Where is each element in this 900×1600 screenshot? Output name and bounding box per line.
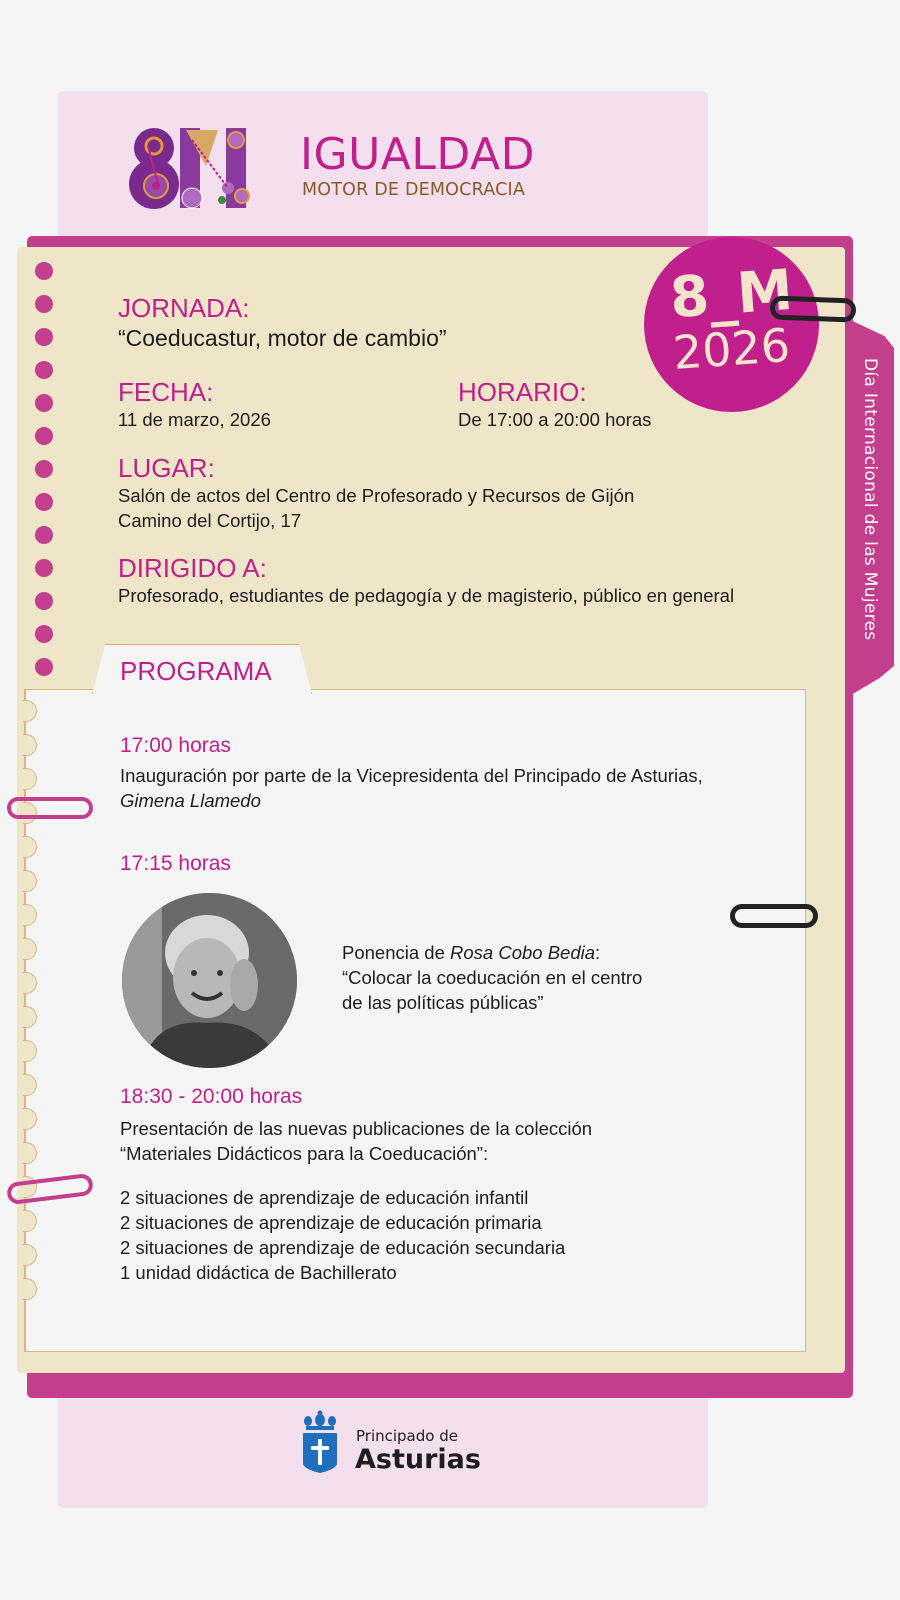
- side-tab-label: Día Internacional de las Mujeres: [860, 358, 880, 641]
- schedule-speaker-name: Gimena Llamedo: [120, 790, 261, 811]
- notch: [23, 836, 37, 858]
- binder-hole: [35, 361, 53, 379]
- notch: [23, 870, 37, 892]
- schedule-item-3: [120, 1084, 592, 1285]
- paperclip-icon: [730, 904, 818, 928]
- schedule-time: 17:00 horas: [120, 734, 231, 757]
- principado-asturias-logo: [300, 1409, 480, 1479]
- badge-top-text: 8_M: [667, 257, 795, 332]
- dirigido-block: [118, 553, 734, 608]
- dirigido-label: DIRIGIDO A:: [118, 553, 267, 583]
- footer-org-small: Principado de: [356, 1427, 458, 1445]
- binder-hole: [35, 328, 53, 346]
- speaker-name: Rosa Cobo Bedia: [450, 942, 596, 963]
- notch: [23, 1210, 37, 1232]
- jornada-value: “Coeducastur, motor de cambio”: [118, 325, 447, 351]
- schedule-time: 17:15 horas: [120, 852, 231, 875]
- schedule-desc-line: Inauguración por parte de la Vicepresidenta del Principado de Asturias,: [120, 765, 703, 786]
- fecha-block: [118, 377, 271, 432]
- horario-block: [458, 377, 651, 432]
- footer-org-big: Asturias: [355, 1444, 481, 1475]
- binder-hole: [35, 262, 53, 280]
- notch: [23, 768, 37, 790]
- talk-title-line-2: de las políticas públicas”: [342, 992, 544, 1013]
- notch: [23, 734, 37, 756]
- programa-title: PROGRAMA: [120, 656, 272, 686]
- list-item: 2 situaciones de aprendizaje de educación infantil: [120, 1187, 529, 1208]
- binder-hole: [35, 493, 53, 511]
- asturias-shield-icon: [300, 1409, 340, 1475]
- badge-year: 2026: [671, 317, 792, 381]
- notch: [23, 1244, 37, 1266]
- binder-hole: [35, 625, 53, 643]
- notch: [23, 1142, 37, 1164]
- brand-subtitle: MOTOR DE DEMOCRACIA: [302, 180, 526, 200]
- notch: [23, 938, 37, 960]
- 8m-2026-badge: [644, 237, 819, 412]
- notch: [23, 1278, 37, 1300]
- binder-hole: [35, 658, 53, 676]
- notch: [23, 972, 37, 994]
- lugar-line-2: Camino del Cortijo, 17: [118, 510, 302, 531]
- notch: [23, 1006, 37, 1028]
- 8m-gears-logo-icon: [128, 126, 258, 210]
- binder-holes: [35, 262, 55, 691]
- schedule-desc-line: Presentación de las nuevas publicaciones de la colección: [120, 1118, 593, 1139]
- talk-line-1: Ponencia de Rosa Cobo Bedia:: [342, 942, 601, 963]
- jornada-label: JORNADA:: [118, 293, 250, 323]
- page-notches: [23, 700, 37, 1312]
- list-item: 1 unidad didáctica de Bachillerato: [120, 1262, 397, 1283]
- binder-hole: [35, 460, 53, 478]
- list-item: 2 situaciones de aprendizaje de educación primaria: [120, 1212, 542, 1233]
- lugar-block: [118, 453, 634, 533]
- notch: [23, 904, 37, 926]
- portrait-photo-icon: [122, 893, 297, 1068]
- notch: [23, 1074, 37, 1096]
- schedule-item-1: [120, 733, 703, 813]
- list-item: 2 situaciones de aprendizaje de educación secundaria: [120, 1237, 566, 1258]
- jornada-block: [118, 293, 447, 353]
- header-logo-block: [128, 126, 608, 210]
- paperclip-icon: [770, 296, 857, 323]
- fecha-label: FECHA:: [118, 377, 214, 407]
- binder-hole: [35, 592, 53, 610]
- speaker-portrait: [122, 893, 297, 1068]
- notch: [23, 700, 37, 722]
- notch: [23, 1108, 37, 1130]
- lugar-label: LUGAR:: [118, 453, 215, 483]
- publications-list: [120, 1185, 592, 1285]
- pink-paperclip-icon: [7, 797, 93, 819]
- binder-hole: [35, 427, 53, 445]
- dirigido-value: Profesorado, estudiantes de pedagogía y de magisterio, público en general: [118, 585, 735, 606]
- binder-hole: [35, 526, 53, 544]
- horario-value: De 17:00 a 20:00 horas: [458, 409, 652, 430]
- fecha-value: 11 de marzo, 2026: [118, 409, 271, 430]
- schedule-desc-line: “Materiales Didácticos para la Coeducación”:: [120, 1143, 489, 1164]
- speaker-talk-block: [342, 940, 642, 1015]
- schedule-time: 18:30 - 20:00 horas: [120, 1085, 303, 1108]
- lugar-line-1: Salón de actos del Centro de Profesorado y Recursos de Gijón: [118, 485, 635, 506]
- notch: [23, 1040, 37, 1062]
- binder-hole: [35, 394, 53, 412]
- schedule-item-2: [120, 851, 231, 877]
- talk-title-line-1: “Colocar la coeducación en el centro: [342, 967, 643, 988]
- brand-title: IGUALDAD: [300, 129, 535, 180]
- binder-hole: [35, 559, 53, 577]
- binder-hole: [35, 295, 53, 313]
- horario-label: HORARIO:: [458, 377, 587, 407]
